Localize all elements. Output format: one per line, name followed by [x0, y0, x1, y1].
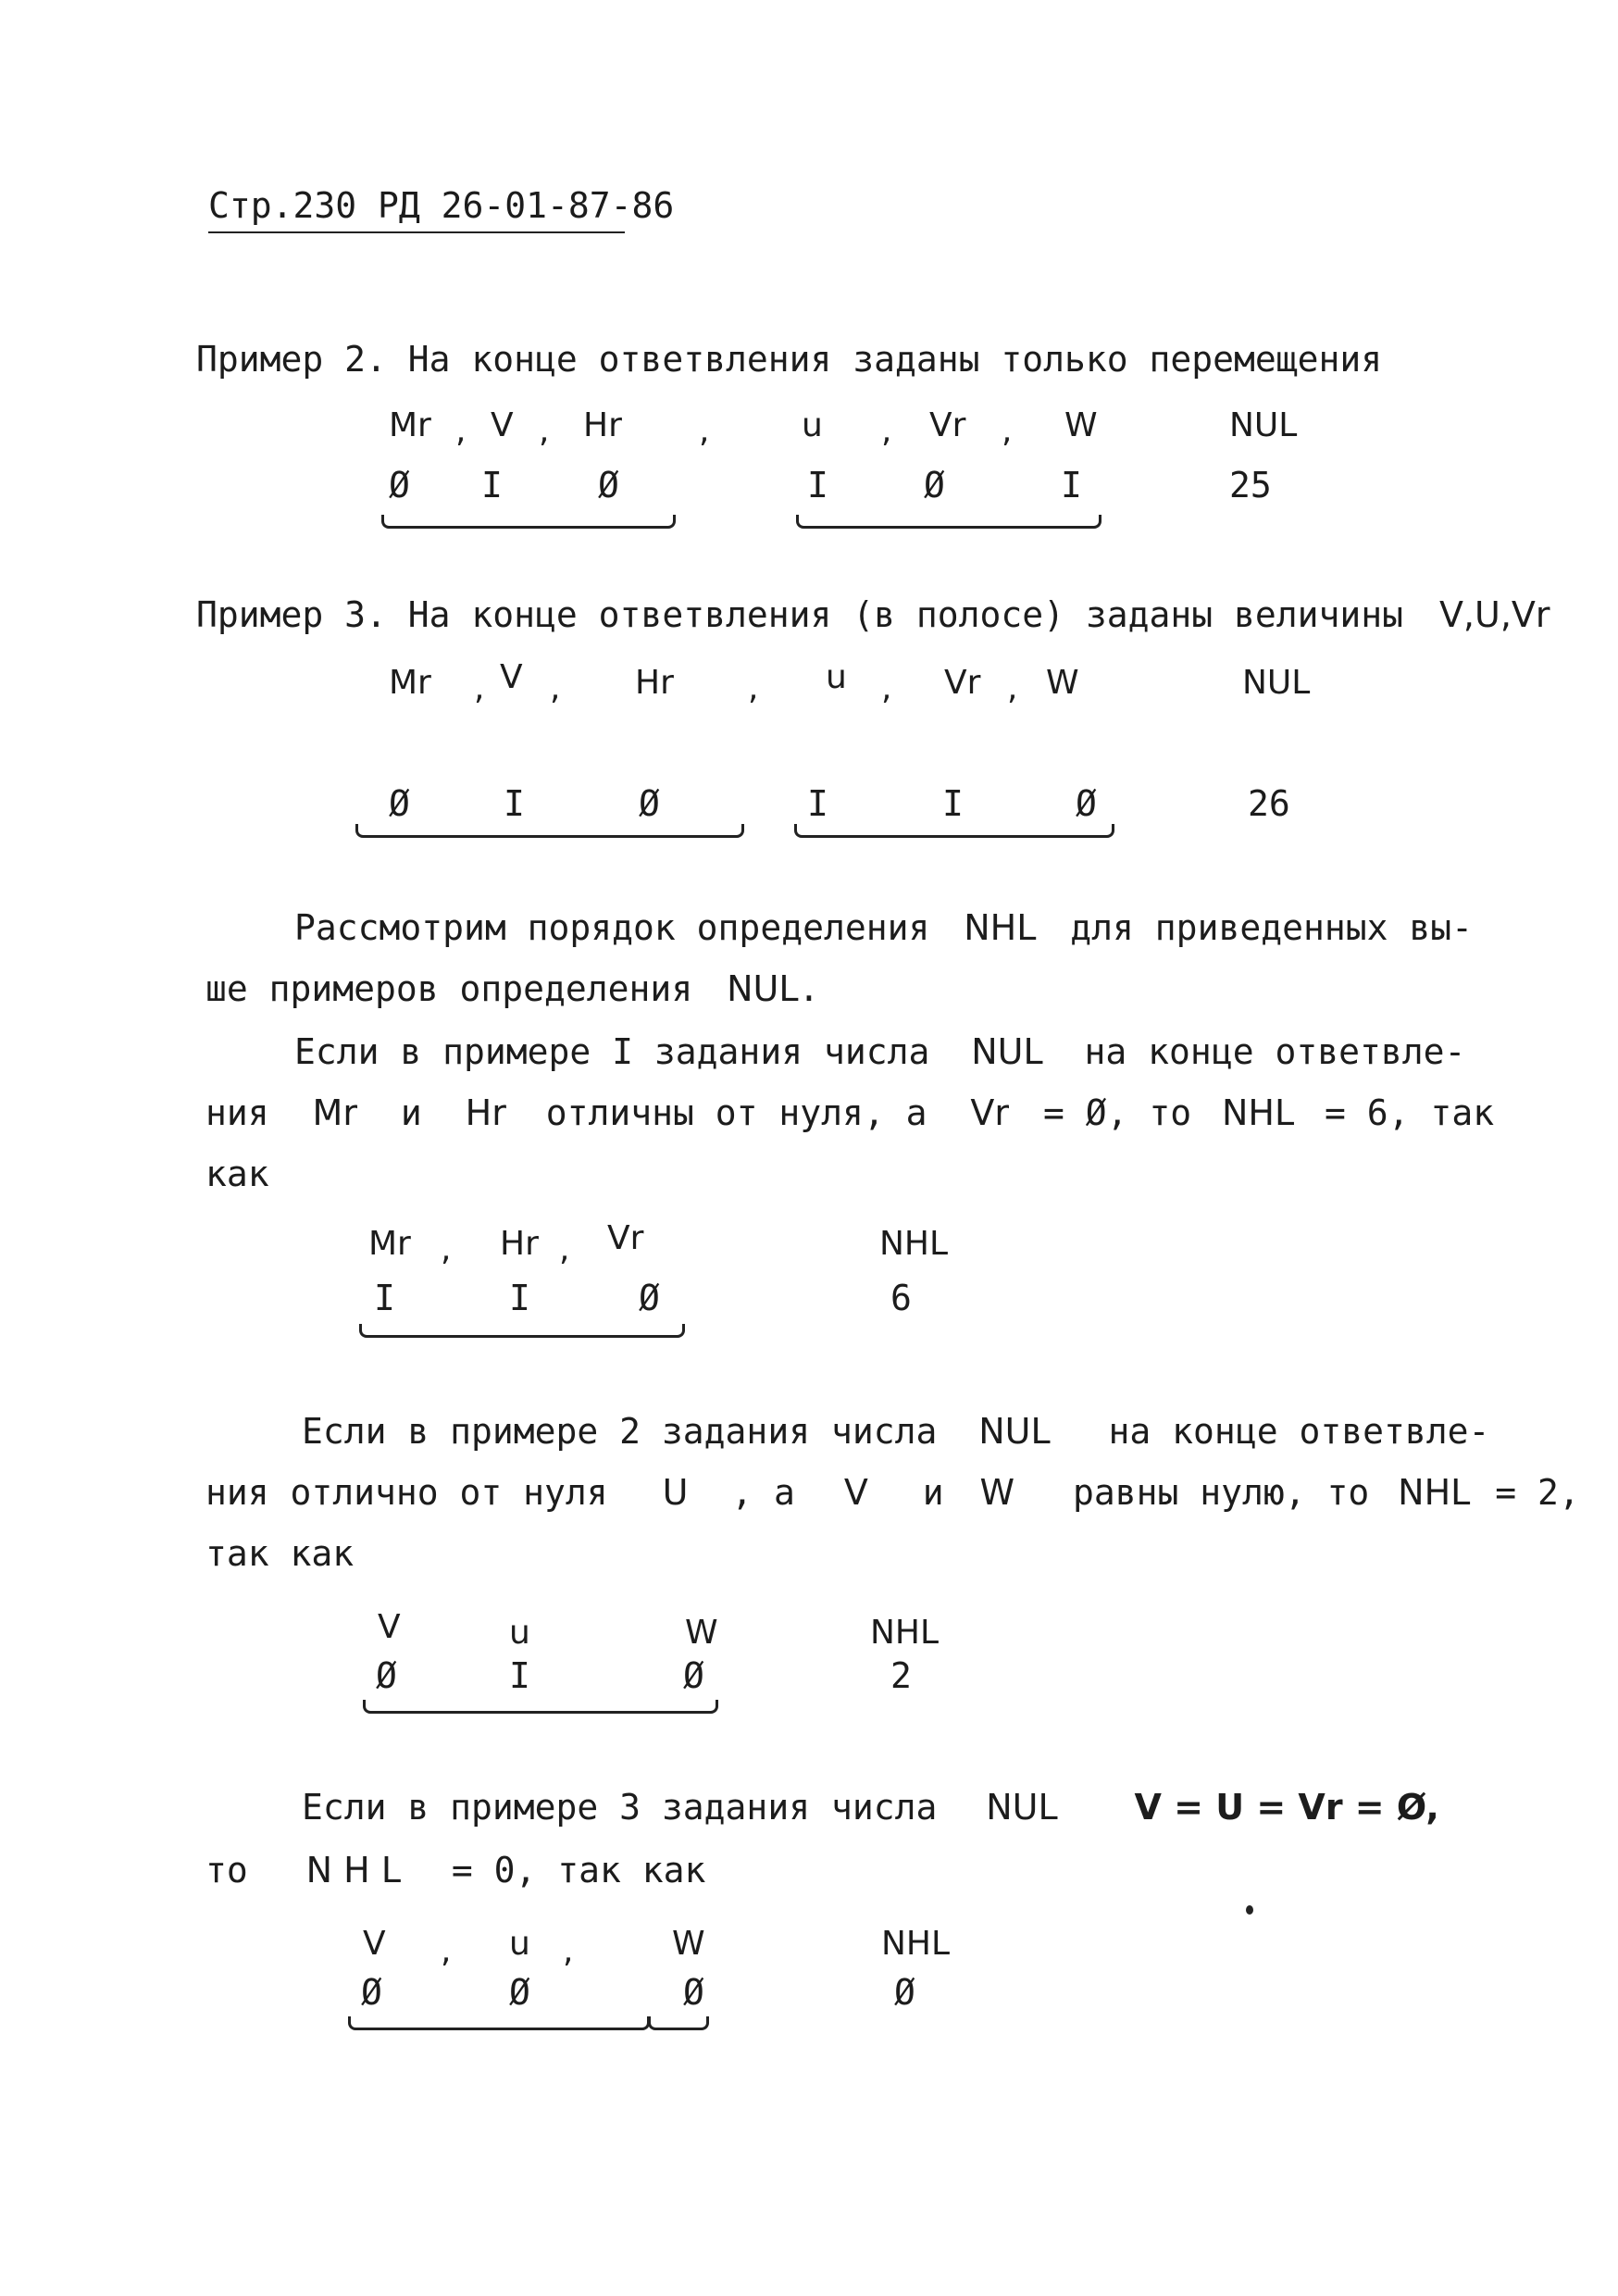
ex2-val: Ø	[598, 465, 619, 505]
ex2-head-w: W	[1064, 406, 1098, 444]
case1-text: отличны от нуля, а	[545, 1092, 927, 1133]
case2-text: = 2,	[1495, 1472, 1580, 1513]
example3-title: Пример 3. На конце ответвления (в полосе) заданы величины	[196, 594, 1404, 635]
case1-text: = 6, так	[1325, 1092, 1495, 1133]
ex2-val: Ø	[389, 465, 410, 505]
ex3-head-nul: NUL	[1242, 664, 1311, 702]
c1-val: Ø	[639, 1278, 660, 1318]
c3-head-nhl: NHL	[881, 1925, 951, 1963]
intro-var: NHL	[964, 907, 1037, 948]
case2-text: , а	[731, 1472, 795, 1513]
intro-line-1	[294, 907, 1473, 948]
ex3-head-v: V	[500, 658, 523, 696]
case1-text: и	[400, 1092, 422, 1133]
ex3-val: I	[504, 783, 525, 824]
ex3-val: Ø	[639, 783, 660, 824]
c2-val: Ø	[376, 1655, 397, 1696]
ex3-head-comma: ,	[550, 669, 561, 707]
ex2-head-comma: ,	[881, 412, 892, 450]
case2-line-1	[302, 1411, 1489, 1452]
case2-var: W	[979, 1472, 1015, 1513]
case2-line-3: так как	[205, 1533, 355, 1574]
c3-head-u: u	[509, 1925, 530, 1963]
ex2-head-comma: ,	[1002, 412, 1013, 450]
case2-var: V	[843, 1472, 868, 1513]
case1-var: NHL	[1221, 1092, 1295, 1133]
case3-line-2	[205, 1850, 705, 1890]
ex2-head-nul: NUL	[1229, 406, 1298, 444]
intro-line-2	[205, 968, 819, 1009]
case3-text: то	[205, 1850, 248, 1890]
intro-text: для приведенных вы-	[1070, 907, 1473, 948]
intro-text: .	[798, 968, 820, 1009]
case1-text: = Ø, то	[1042, 1092, 1192, 1133]
case3-text: = 0, так как	[451, 1850, 706, 1890]
ex2-val: Ø	[924, 465, 945, 505]
group-brace	[363, 1700, 718, 1714]
case2-text: Если в примере 2 задания числа	[302, 1411, 938, 1452]
c3-head-v: V	[363, 1925, 386, 1963]
ex2-head-comma: ,	[699, 412, 710, 450]
case2-text: и	[922, 1472, 944, 1513]
case2-var: U	[662, 1472, 689, 1513]
ex2-val: I	[481, 465, 503, 505]
c1-head-vr: Vr	[607, 1219, 644, 1257]
ex3-head-comma: ,	[881, 669, 892, 707]
ex3-head-u: u	[826, 658, 847, 696]
ex3-head-hr: Hr	[635, 664, 674, 702]
case3-line-1	[302, 1787, 1439, 1828]
c3-head-comma: ,	[441, 1932, 452, 1970]
c3-head-w: W	[672, 1925, 705, 1963]
case1-var: Hr	[465, 1092, 506, 1133]
example3-title-vars: V,U,Vr	[1438, 594, 1550, 635]
ex2-val: 25	[1229, 465, 1272, 505]
case3-var: NUL	[986, 1787, 1058, 1828]
ex3-head-comma: ,	[1007, 669, 1018, 707]
case1-text: ния	[205, 1092, 269, 1133]
case2-var: NUL	[978, 1411, 1051, 1452]
group-brace	[794, 824, 1114, 838]
c1-val: I	[374, 1278, 395, 1318]
ex3-val: Ø	[1076, 783, 1097, 824]
page-header: Стр.230 РД 26-01-87-86	[208, 185, 675, 226]
c1-val: 6	[890, 1278, 912, 1318]
ex3-head-vr: Vr	[944, 664, 981, 702]
ex2-head-v: V	[491, 406, 514, 444]
c1-head-comma: ,	[559, 1230, 570, 1268]
case3-text: Если в примере 3 задания числа	[302, 1787, 938, 1828]
c1-head-nhl: NHL	[879, 1225, 949, 1263]
header-underline	[208, 231, 625, 233]
c3-val: Ø	[361, 1972, 382, 2013]
group-brace	[355, 824, 744, 838]
c2-head-nhl: NHL	[870, 1614, 940, 1652]
c1-head-hr: Hr	[500, 1225, 539, 1263]
c2-head-v: V	[378, 1608, 401, 1646]
ex2-head-hr: Hr	[583, 406, 622, 444]
case2-line-2	[205, 1472, 1580, 1513]
case1-line-1	[294, 1031, 1465, 1072]
ex2-head-comma: ,	[539, 412, 550, 450]
case1-var: Mr	[312, 1092, 357, 1133]
case1-text: на конце ответвле-	[1084, 1031, 1466, 1072]
case2-text: ния отлично от нуля	[205, 1472, 608, 1513]
c2-val: 2	[890, 1655, 912, 1696]
ex3-val: I	[807, 783, 828, 824]
ex2-head-vr: Vr	[929, 406, 966, 444]
example3-title-line	[196, 594, 1550, 635]
ex3-val: I	[942, 783, 964, 824]
ex3-head-w: W	[1046, 664, 1079, 702]
c2-head-u: u	[509, 1614, 530, 1652]
ex2-val: I	[807, 465, 828, 505]
c1-head-comma: ,	[441, 1230, 452, 1268]
case1-line-2	[205, 1092, 1494, 1133]
c3-val: Ø	[894, 1972, 915, 2013]
case1-var: Vr	[970, 1092, 1010, 1133]
ex3-val: Ø	[389, 783, 410, 824]
ex3-head-comma: ,	[748, 669, 759, 707]
c3-val: Ø	[683, 1972, 704, 2013]
case2-text: равны нулю, то	[1072, 1472, 1370, 1513]
ex3-head-comma: ,	[474, 669, 485, 707]
c2-head-w: W	[685, 1614, 718, 1652]
c1-val: I	[509, 1278, 530, 1318]
c2-val: I	[509, 1655, 530, 1696]
c3-head-comma: ,	[563, 1932, 574, 1970]
c3-val: Ø	[509, 1972, 530, 2013]
ex2-head-mr: Mr	[389, 406, 431, 444]
ex2-head-comma: ,	[455, 412, 467, 450]
ex2-head-u: u	[802, 406, 823, 444]
example2-title: Пример 2. На конце ответвления заданы только перемещения	[196, 339, 1383, 380]
intro-text: ше примеров определения	[205, 968, 693, 1009]
intro-var: NUL	[727, 968, 799, 1009]
group-brace	[381, 515, 676, 529]
case3-var: N H L	[305, 1850, 401, 1890]
case1-line-3: как	[205, 1154, 269, 1194]
case2-var: NHL	[1398, 1472, 1471, 1513]
case1-var: NUL	[971, 1031, 1043, 1072]
ink-speck	[1246, 1905, 1253, 1915]
group-brace	[796, 515, 1101, 529]
ex3-head-mr: Mr	[389, 664, 431, 702]
case2-text: на конце ответвле-	[1108, 1411, 1490, 1452]
group-brace	[648, 2016, 709, 2030]
c1-head-mr: Mr	[368, 1225, 411, 1263]
ex3-val: 26	[1248, 783, 1290, 824]
group-brace	[348, 2016, 650, 2030]
case1-text: Если в примере I задания числа	[294, 1031, 930, 1072]
ex2-val: I	[1061, 465, 1082, 505]
group-brace	[359, 1324, 685, 1338]
intro-text: Рассмотрим порядок определения	[294, 907, 930, 948]
case3-equation: V = U = Vr = Ø,	[1134, 1787, 1439, 1828]
c2-val: Ø	[683, 1655, 704, 1696]
